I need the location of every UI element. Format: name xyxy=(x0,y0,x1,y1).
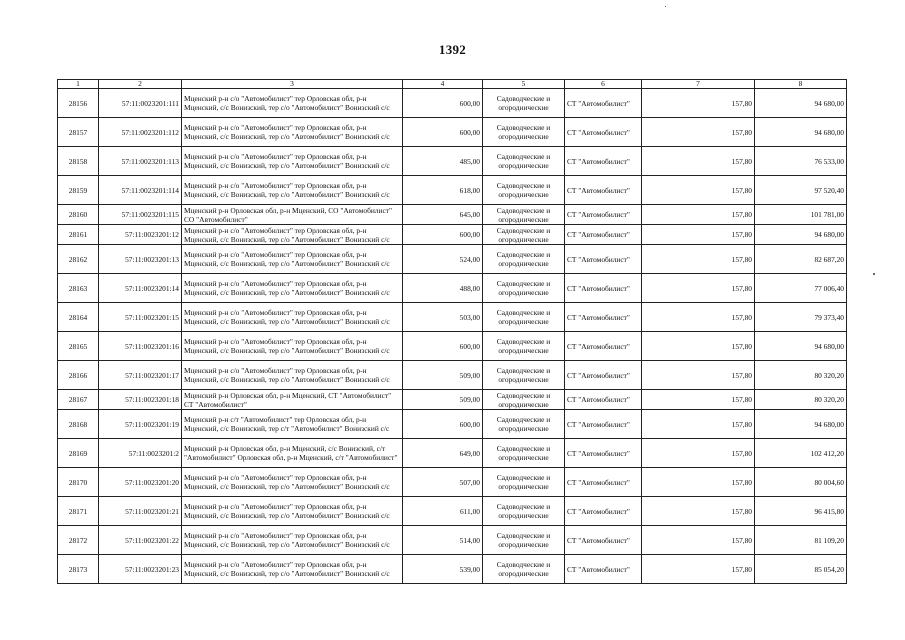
specific-value-cell: 157,80 xyxy=(642,439,755,468)
specific-value-cell: 157,80 xyxy=(642,410,755,439)
row-number-cell: 28166 xyxy=(58,361,99,390)
table-row xyxy=(58,390,847,410)
address-cell: Мценский р-н с/о "Автомобилист" тер Орловская обл, р-н Мценский, с/с Вонизский, тер с/о "Автомобилист" Вонизский с/с xyxy=(182,555,403,584)
organization-cell: СТ "Автомобилист" xyxy=(565,274,642,303)
cadastral-value-cell: 102 412,20 xyxy=(755,439,847,468)
cadastral-number-cell: 57:11:0023201:115 xyxy=(99,205,182,225)
column-header-3: 3 xyxy=(182,80,403,89)
table-row xyxy=(58,468,847,497)
specific-value-cell: 157,80 xyxy=(642,332,755,361)
area-cell: 645,00 xyxy=(403,205,483,225)
organization-cell: СТ "Автомобилист" xyxy=(565,439,642,468)
cadastral-value-cell: 94 680,00 xyxy=(755,332,847,361)
organization-cell: СТ "Автомобилист" xyxy=(565,361,642,390)
land-use-cell: Садоводческие и огороднические xyxy=(483,274,565,303)
area-cell: 507,00 xyxy=(403,468,483,497)
land-use-cell: Садоводческие и огороднические xyxy=(483,118,565,147)
land-use-cell: Садоводческие и огороднические xyxy=(483,555,565,584)
organization-cell: СТ "Автомобилист" xyxy=(565,410,642,439)
organization-cell: СТ "Автомобилист" xyxy=(565,526,642,555)
scan-speck xyxy=(665,6,666,7)
land-use-cell: Садоводческие и огороднические xyxy=(483,245,565,274)
address-cell: Мценский р-н с/о "Автомобилист" тер Орловская обл, р-н Мценский, с/с Вонизский, тер с/о "Автомобилист" Вонизский с/с xyxy=(182,245,403,274)
address-cell: Мценский р-н Орловская обл, р-н Мценский, СО "Автомобилист" СО "Автомобилист" xyxy=(182,205,403,225)
page-number: 1392 xyxy=(438,42,467,57)
land-use-cell: Садоводческие и огороднические xyxy=(483,176,565,205)
column-number-header xyxy=(58,80,847,89)
organization-cell: СТ "Автомобилист" xyxy=(565,245,642,274)
specific-value-cell: 157,80 xyxy=(642,303,755,332)
cadastral-number-cell: 57:11:0023201:21 xyxy=(99,497,182,526)
organization-cell: СТ "Автомобилист" xyxy=(565,147,642,176)
specific-value-cell: 157,80 xyxy=(642,118,755,147)
organization-cell: СТ "Автомобилист" xyxy=(565,225,642,245)
table-row xyxy=(58,332,847,361)
table-row xyxy=(58,555,847,584)
organization-cell: СТ "Автомобилист" xyxy=(565,332,642,361)
cadastral-number-cell: 57:11:0023201:23 xyxy=(99,555,182,584)
row-number-cell: 28160 xyxy=(58,205,99,225)
area-cell: 509,00 xyxy=(403,390,483,410)
row-number-cell: 28165 xyxy=(58,332,99,361)
organization-cell: СТ "Автомобилист" xyxy=(565,555,642,584)
row-number-cell: 28157 xyxy=(58,118,99,147)
cadastral-number-cell: 57:11:0023201:112 xyxy=(99,118,182,147)
cadastral-value-cell: 94 680,00 xyxy=(755,89,847,118)
area-cell: 539,00 xyxy=(403,555,483,584)
organization-cell: СТ "Автомобилист" xyxy=(565,468,642,497)
scan-speck xyxy=(873,273,875,275)
cadastral-value-cell: 94 680,00 xyxy=(755,410,847,439)
row-number-cell: 28156 xyxy=(58,89,99,118)
cadastral-number-cell: 57:11:0023201:17 xyxy=(99,361,182,390)
cadastral-number-cell: 57:11:0023201:114 xyxy=(99,176,182,205)
column-header-5: 5 xyxy=(483,80,565,89)
area-cell: 611,00 xyxy=(403,497,483,526)
area-cell: 600,00 xyxy=(403,118,483,147)
cadastral-number-cell: 57:11:0023201:15 xyxy=(99,303,182,332)
cadastral-value-cell: 77 006,40 xyxy=(755,274,847,303)
area-cell: 600,00 xyxy=(403,89,483,118)
specific-value-cell: 157,80 xyxy=(642,147,755,176)
table-row xyxy=(58,225,847,245)
area-cell: 514,00 xyxy=(403,526,483,555)
land-use-cell: Садоводческие и огороднические xyxy=(483,205,565,225)
column-header-8: 8 xyxy=(755,80,847,89)
cadastral-number-cell: 57:11:0023201:22 xyxy=(99,526,182,555)
cadastral-value-cell: 101 781,00 xyxy=(755,205,847,225)
row-number-cell: 28164 xyxy=(58,303,99,332)
land-use-cell: Садоводческие и огороднические xyxy=(483,225,565,245)
address-cell: Мценский р-н с/о "Автомобилист" тер Орловская обл, р-н Мценский, с/с Вонизский, тер с/о "Автомобилист" Вонизский с/с xyxy=(182,274,403,303)
row-number-cell: 28163 xyxy=(58,274,99,303)
specific-value-cell: 157,80 xyxy=(642,555,755,584)
cadastral-number-cell: 57:11:0023201:2 xyxy=(99,439,182,468)
cadastral-number-cell: 57:11:0023201:111 xyxy=(99,89,182,118)
table-row xyxy=(58,118,847,147)
address-cell: Мценский р-н с/о "Автомобилист" тер Орловская обл, р-н Мценский, с/с Вонизский, тер с/о "Автомобилист" Вонизский с/с xyxy=(182,118,403,147)
land-use-cell: Садоводческие и огороднические xyxy=(483,332,565,361)
land-use-cell: Садоводческие и огороднические xyxy=(483,361,565,390)
row-number-cell: 28167 xyxy=(58,390,99,410)
table-row xyxy=(58,439,847,468)
cadastral-number-cell: 57:11:0023201:14 xyxy=(99,274,182,303)
row-number-cell: 28172 xyxy=(58,526,99,555)
cadastral-value-table xyxy=(57,79,847,584)
table-row xyxy=(58,410,847,439)
table-row xyxy=(58,274,847,303)
cadastral-value-cell: 76 533,00 xyxy=(755,147,847,176)
organization-cell: СТ "Автомобилист" xyxy=(565,205,642,225)
table-row xyxy=(58,176,847,205)
cadastral-number-cell: 57:11:0023201:13 xyxy=(99,245,182,274)
land-use-cell: Садоводческие и огороднические xyxy=(483,410,565,439)
table-row xyxy=(58,303,847,332)
cadastral-value-cell: 81 109,20 xyxy=(755,526,847,555)
land-use-cell: Садоводческие и огороднические xyxy=(483,497,565,526)
table-row xyxy=(58,245,847,274)
address-cell: Мценский р-н с/о "Автомобилист" тер Орловская обл, р-н Мценский, с/с Вонизский, тер с/о "Автомобилист" Вонизский с/с xyxy=(182,225,403,245)
table-body xyxy=(58,89,847,584)
organization-cell: СТ "Автомобилист" xyxy=(565,176,642,205)
table-row xyxy=(58,497,847,526)
area-cell: 618,00 xyxy=(403,176,483,205)
cadastral-number-cell: 57:11:0023201:19 xyxy=(99,410,182,439)
specific-value-cell: 157,80 xyxy=(642,225,755,245)
row-number-cell: 28168 xyxy=(58,410,99,439)
specific-value-cell: 157,80 xyxy=(642,245,755,274)
area-cell: 649,00 xyxy=(403,439,483,468)
specific-value-cell: 157,80 xyxy=(642,468,755,497)
organization-cell: СТ "Автомобилист" xyxy=(565,390,642,410)
organization-cell: СТ "Автомобилист" xyxy=(565,497,642,526)
address-cell: Мценский р-н Орловская обл, р-н Мценский, СТ "Автомобилист" СТ "Автомобилист" xyxy=(182,390,403,410)
cadastral-value-cell: 94 680,00 xyxy=(755,118,847,147)
column-header-1: 1 xyxy=(58,80,99,89)
address-cell: Мценский р-н с/т "Автомобилист" тер Орловская обл, р-н Мценский, с/с Вонизский, тер с/т "Автомобилист" Вонизский с/с xyxy=(182,410,403,439)
specific-value-cell: 157,80 xyxy=(642,390,755,410)
area-cell: 488,00 xyxy=(403,274,483,303)
column-header-6: 6 xyxy=(565,80,642,89)
column-header-4: 4 xyxy=(403,80,483,89)
address-cell: Мценский р-н Орловская обл, р-н Мценский, с/с Вонизский, с/т "Автомобилист" Орловская обл, р-н Мценский, с/т "Автомобилист" xyxy=(182,439,403,468)
specific-value-cell: 157,80 xyxy=(642,89,755,118)
area-cell: 600,00 xyxy=(403,332,483,361)
organization-cell: СТ "Автомобилист" xyxy=(565,118,642,147)
cadastral-value-cell: 97 520,40 xyxy=(755,176,847,205)
cadastral-value-cell: 96 415,80 xyxy=(755,497,847,526)
row-number-cell: 28173 xyxy=(58,555,99,584)
row-number-cell: 28169 xyxy=(58,439,99,468)
row-number-cell: 28171 xyxy=(58,497,99,526)
cadastral-number-cell: 57:11:0023201:113 xyxy=(99,147,182,176)
organization-cell: СТ "Автомобилист" xyxy=(565,89,642,118)
address-cell: Мценский р-н с/о "Автомобилист" тер Орловская обл, р-н Мценский, с/с Вонизский, тер с/о "Автомобилист" Вонизский с/с xyxy=(182,497,403,526)
row-number-cell: 28162 xyxy=(58,245,99,274)
specific-value-cell: 157,80 xyxy=(642,176,755,205)
specific-value-cell: 157,80 xyxy=(642,361,755,390)
area-cell: 509,00 xyxy=(403,361,483,390)
address-cell: Мценский р-н с/о "Автомобилист" тер Орловская обл, р-н Мценский, с/с Вонизский, тер с/о "Автомобилист" Вонизский с/с xyxy=(182,468,403,497)
cadastral-value-cell: 80 320,20 xyxy=(755,390,847,410)
cadastral-value-cell: 80 320,20 xyxy=(755,361,847,390)
cadastral-number-cell: 57:11:0023201:16 xyxy=(99,332,182,361)
specific-value-cell: 157,80 xyxy=(642,526,755,555)
cadastral-value-cell: 85 054,20 xyxy=(755,555,847,584)
address-cell: Мценский р-н с/о "Автомобилист" тер Орловская обл, р-н Мценский, с/с Вонизский, тер с/о "Автомобилист" Вонизский с/с xyxy=(182,526,403,555)
area-cell: 600,00 xyxy=(403,410,483,439)
table-row xyxy=(58,361,847,390)
land-use-cell: Садоводческие и огороднические xyxy=(483,390,565,410)
cadastral-number-cell: 57:11:0023201:18 xyxy=(99,390,182,410)
table-row xyxy=(58,89,847,118)
row-number-cell: 28158 xyxy=(58,147,99,176)
area-cell: 503,00 xyxy=(403,303,483,332)
cadastral-value-cell: 79 373,40 xyxy=(755,303,847,332)
table-row xyxy=(58,205,847,225)
address-cell: Мценский р-н с/о "Автомобилист" тер Орловская обл, р-н Мценский, с/с Вонизский, тер с/о "Автомобилист" Вонизский с/с xyxy=(182,89,403,118)
land-use-cell: Садоводческие и огороднические xyxy=(483,526,565,555)
column-header-7: 7 xyxy=(642,80,755,89)
table-row xyxy=(58,526,847,555)
land-use-cell: Садоводческие и огороднические xyxy=(483,439,565,468)
area-cell: 600,00 xyxy=(403,225,483,245)
table-row xyxy=(58,147,847,176)
land-use-cell: Садоводческие и огороднические xyxy=(483,147,565,176)
address-cell: Мценский р-н с/о "Автомобилист" тер Орловская обл, р-н Мценский, с/с Вонизский, тер с/о "Автомобилист" Вонизский с/с xyxy=(182,176,403,205)
cadastral-value-cell: 94 680,00 xyxy=(755,225,847,245)
organization-cell: СТ "Автомобилист" xyxy=(565,303,642,332)
land-use-cell: Садоводческие и огороднические xyxy=(483,468,565,497)
land-use-cell: Садоводческие и огороднические xyxy=(483,89,565,118)
cadastral-number-cell: 57:11:0023201:20 xyxy=(99,468,182,497)
land-use-cell: Садоводческие и огороднические xyxy=(483,303,565,332)
address-cell: Мценский р-н с/о "Автомобилист" тер Орловская обл, р-н Мценский, с/с Вонизский, тер с/о "Автомобилист" Вонизский с/с xyxy=(182,332,403,361)
column-header-2: 2 xyxy=(99,80,182,89)
cadastral-value-cell: 80 004,60 xyxy=(755,468,847,497)
row-number-cell: 28159 xyxy=(58,176,99,205)
address-cell: Мценский р-н с/о "Автомобилист" тер Орловская обл, р-н Мценский, с/с Вонизский, тер с/о "Автомобилист" Вонизский с/с xyxy=(182,147,403,176)
address-cell: Мценский р-н с/о "Автомобилист" тер Орловская обл, р-н Мценский, с/с Вонизский, тер с/о "Автомобилист" Вонизский с/с xyxy=(182,303,403,332)
cadastral-number-cell: 57:11:0023201:12 xyxy=(99,225,182,245)
specific-value-cell: 157,80 xyxy=(642,274,755,303)
area-cell: 485,00 xyxy=(403,147,483,176)
specific-value-cell: 157,80 xyxy=(642,205,755,225)
area-cell: 524,00 xyxy=(403,245,483,274)
row-number-cell: 28170 xyxy=(58,468,99,497)
cadastral-value-cell: 82 687,20 xyxy=(755,245,847,274)
address-cell: Мценский р-н с/о "Автомобилист" тер Орловская обл, р-н Мценский, с/с Вонизский, тер с/о "Автомобилист" Вонизский с/с xyxy=(182,361,403,390)
specific-value-cell: 157,80 xyxy=(642,497,755,526)
row-number-cell: 28161 xyxy=(58,225,99,245)
